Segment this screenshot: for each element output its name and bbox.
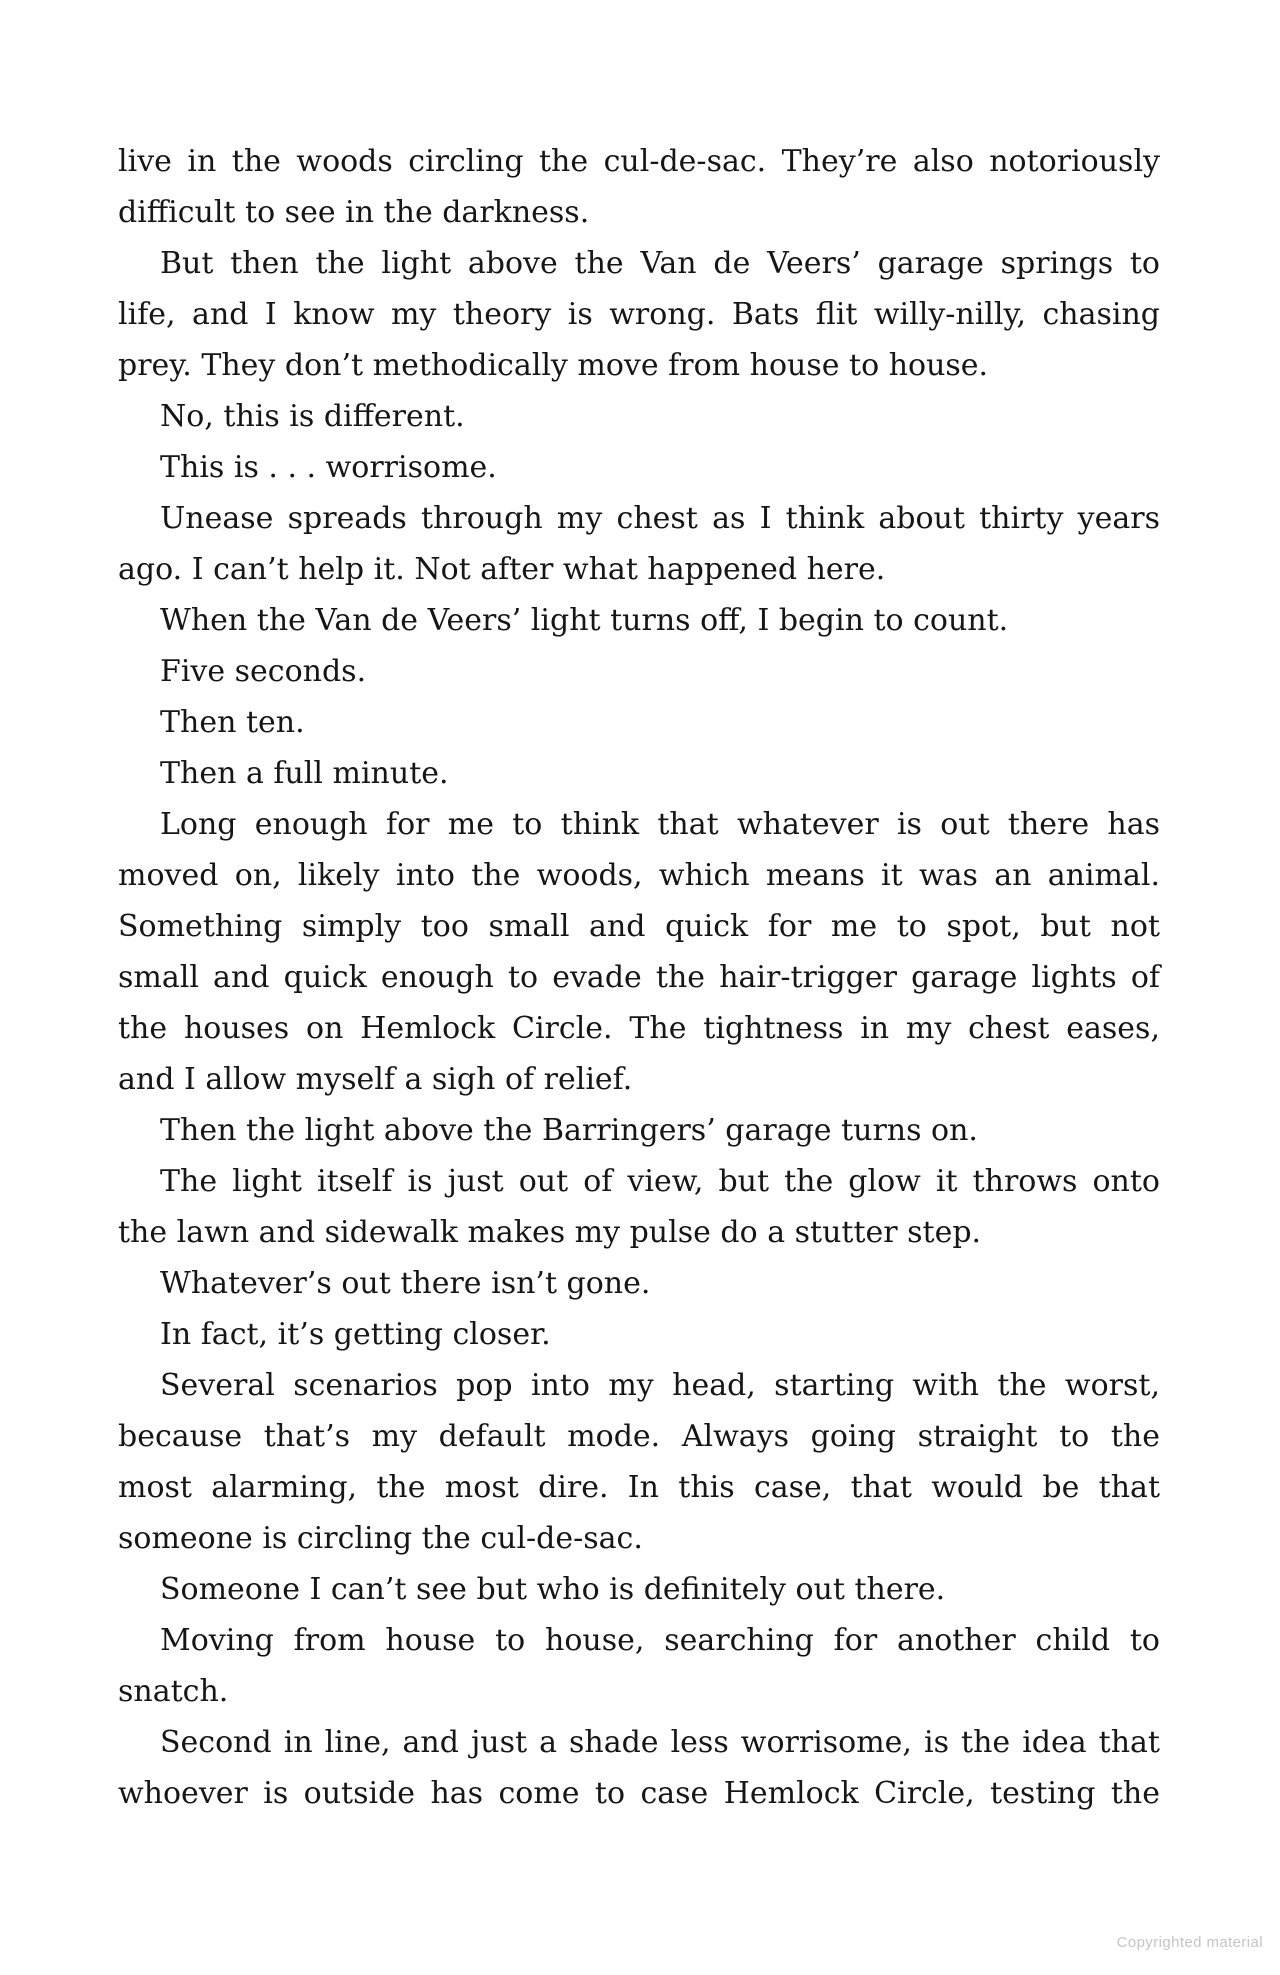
paragraph	[118, 595, 1160, 646]
paragraph	[118, 697, 1160, 748]
paragraph	[118, 391, 1160, 442]
paragraph	[118, 238, 1160, 391]
paragraph	[118, 1309, 1160, 1360]
text-line: Something simply too small and quick for me to spot, but not	[118, 909, 1160, 944]
text-line: live in the woods circling the cul-de-sac. They’re also notoriously	[118, 144, 1160, 179]
text-line: prey. They don’t methodically move from house to house.	[118, 348, 989, 383]
text-line: someone is circling the cul-de-sac.	[118, 1521, 643, 1556]
text-line: whoever is outside has come to case Hemlock Circle, testing the	[118, 1776, 1160, 1811]
paragraph	[118, 1615, 1160, 1717]
text-line: moved on, likely into the woods, which means it was an animal.	[118, 858, 1160, 893]
page-text	[118, 136, 1160, 1819]
text-line: In fact, it’s getting closer.	[160, 1317, 551, 1352]
text-line: When the Van de Veers’ light turns off, I begin to count.	[160, 603, 1009, 638]
text-line: No, this is different.	[160, 399, 465, 434]
text-line: Several scenarios pop into my head, starting with the worst,	[160, 1368, 1160, 1403]
text-line: Long enough for me to think that whatever is out there has	[160, 807, 1160, 842]
text-line: and I allow myself a sigh of relief.	[118, 1062, 633, 1097]
paragraph	[118, 1156, 1160, 1258]
paragraph	[118, 1258, 1160, 1309]
text-line: Then the light above the Barringers’ garage turns on.	[160, 1113, 978, 1148]
paragraph	[118, 1360, 1160, 1564]
text-line: Moving from house to house, searching for another child to	[160, 1623, 1160, 1658]
paragraph	[118, 442, 1160, 493]
paragraph	[118, 493, 1160, 595]
text-line: the lawn and sidewalk makes my pulse do a stutter step.	[118, 1215, 982, 1250]
text-line: ago. I can’t help it. Not after what happened here.	[118, 552, 886, 587]
text-line: Then a full minute.	[160, 756, 449, 791]
text-line: small and quick enough to evade the hair-trigger garage lights of	[118, 960, 1160, 995]
paragraph	[118, 1105, 1160, 1156]
paragraph	[118, 748, 1160, 799]
text-line: most alarming, the most dire. In this case, that would be that	[118, 1470, 1160, 1505]
text-line: The light itself is just out of view, but the glow it throws onto	[160, 1164, 1160, 1199]
text-line: the houses on Hemlock Circle. The tightness in my chest eases,	[118, 1011, 1160, 1046]
text-line: difficult to see in the darkness.	[118, 195, 590, 230]
copyright-notice: Copyrighted material	[1116, 1934, 1263, 1951]
text-line: This is . . . worrisome.	[160, 450, 497, 485]
text-line: Whatever’s out there isn’t gone.	[160, 1266, 651, 1301]
text-line: snatch.	[118, 1674, 229, 1709]
text-line: life, and I know my theory is wrong. Bats flit willy-nilly, chasing	[118, 297, 1160, 332]
text-line: Second in line, and just a shade less worrisome, is the idea that	[160, 1725, 1160, 1760]
text-line: Unease spreads through my chest as I think about thirty years	[160, 501, 1160, 536]
text-line: Someone I can’t see but who is definitely out there.	[160, 1572, 946, 1607]
text-line: But then the light above the Van de Veers’ garage springs to	[160, 246, 1160, 281]
text-line: because that’s my default mode. Always going straight to the	[118, 1419, 1160, 1454]
text-line: Five seconds.	[160, 654, 367, 689]
text-line: Then ten.	[160, 705, 305, 740]
paragraph	[118, 1564, 1160, 1615]
paragraph	[118, 136, 1160, 238]
paragraph	[118, 799, 1160, 1105]
paragraph	[118, 1717, 1160, 1819]
paragraph	[118, 646, 1160, 697]
